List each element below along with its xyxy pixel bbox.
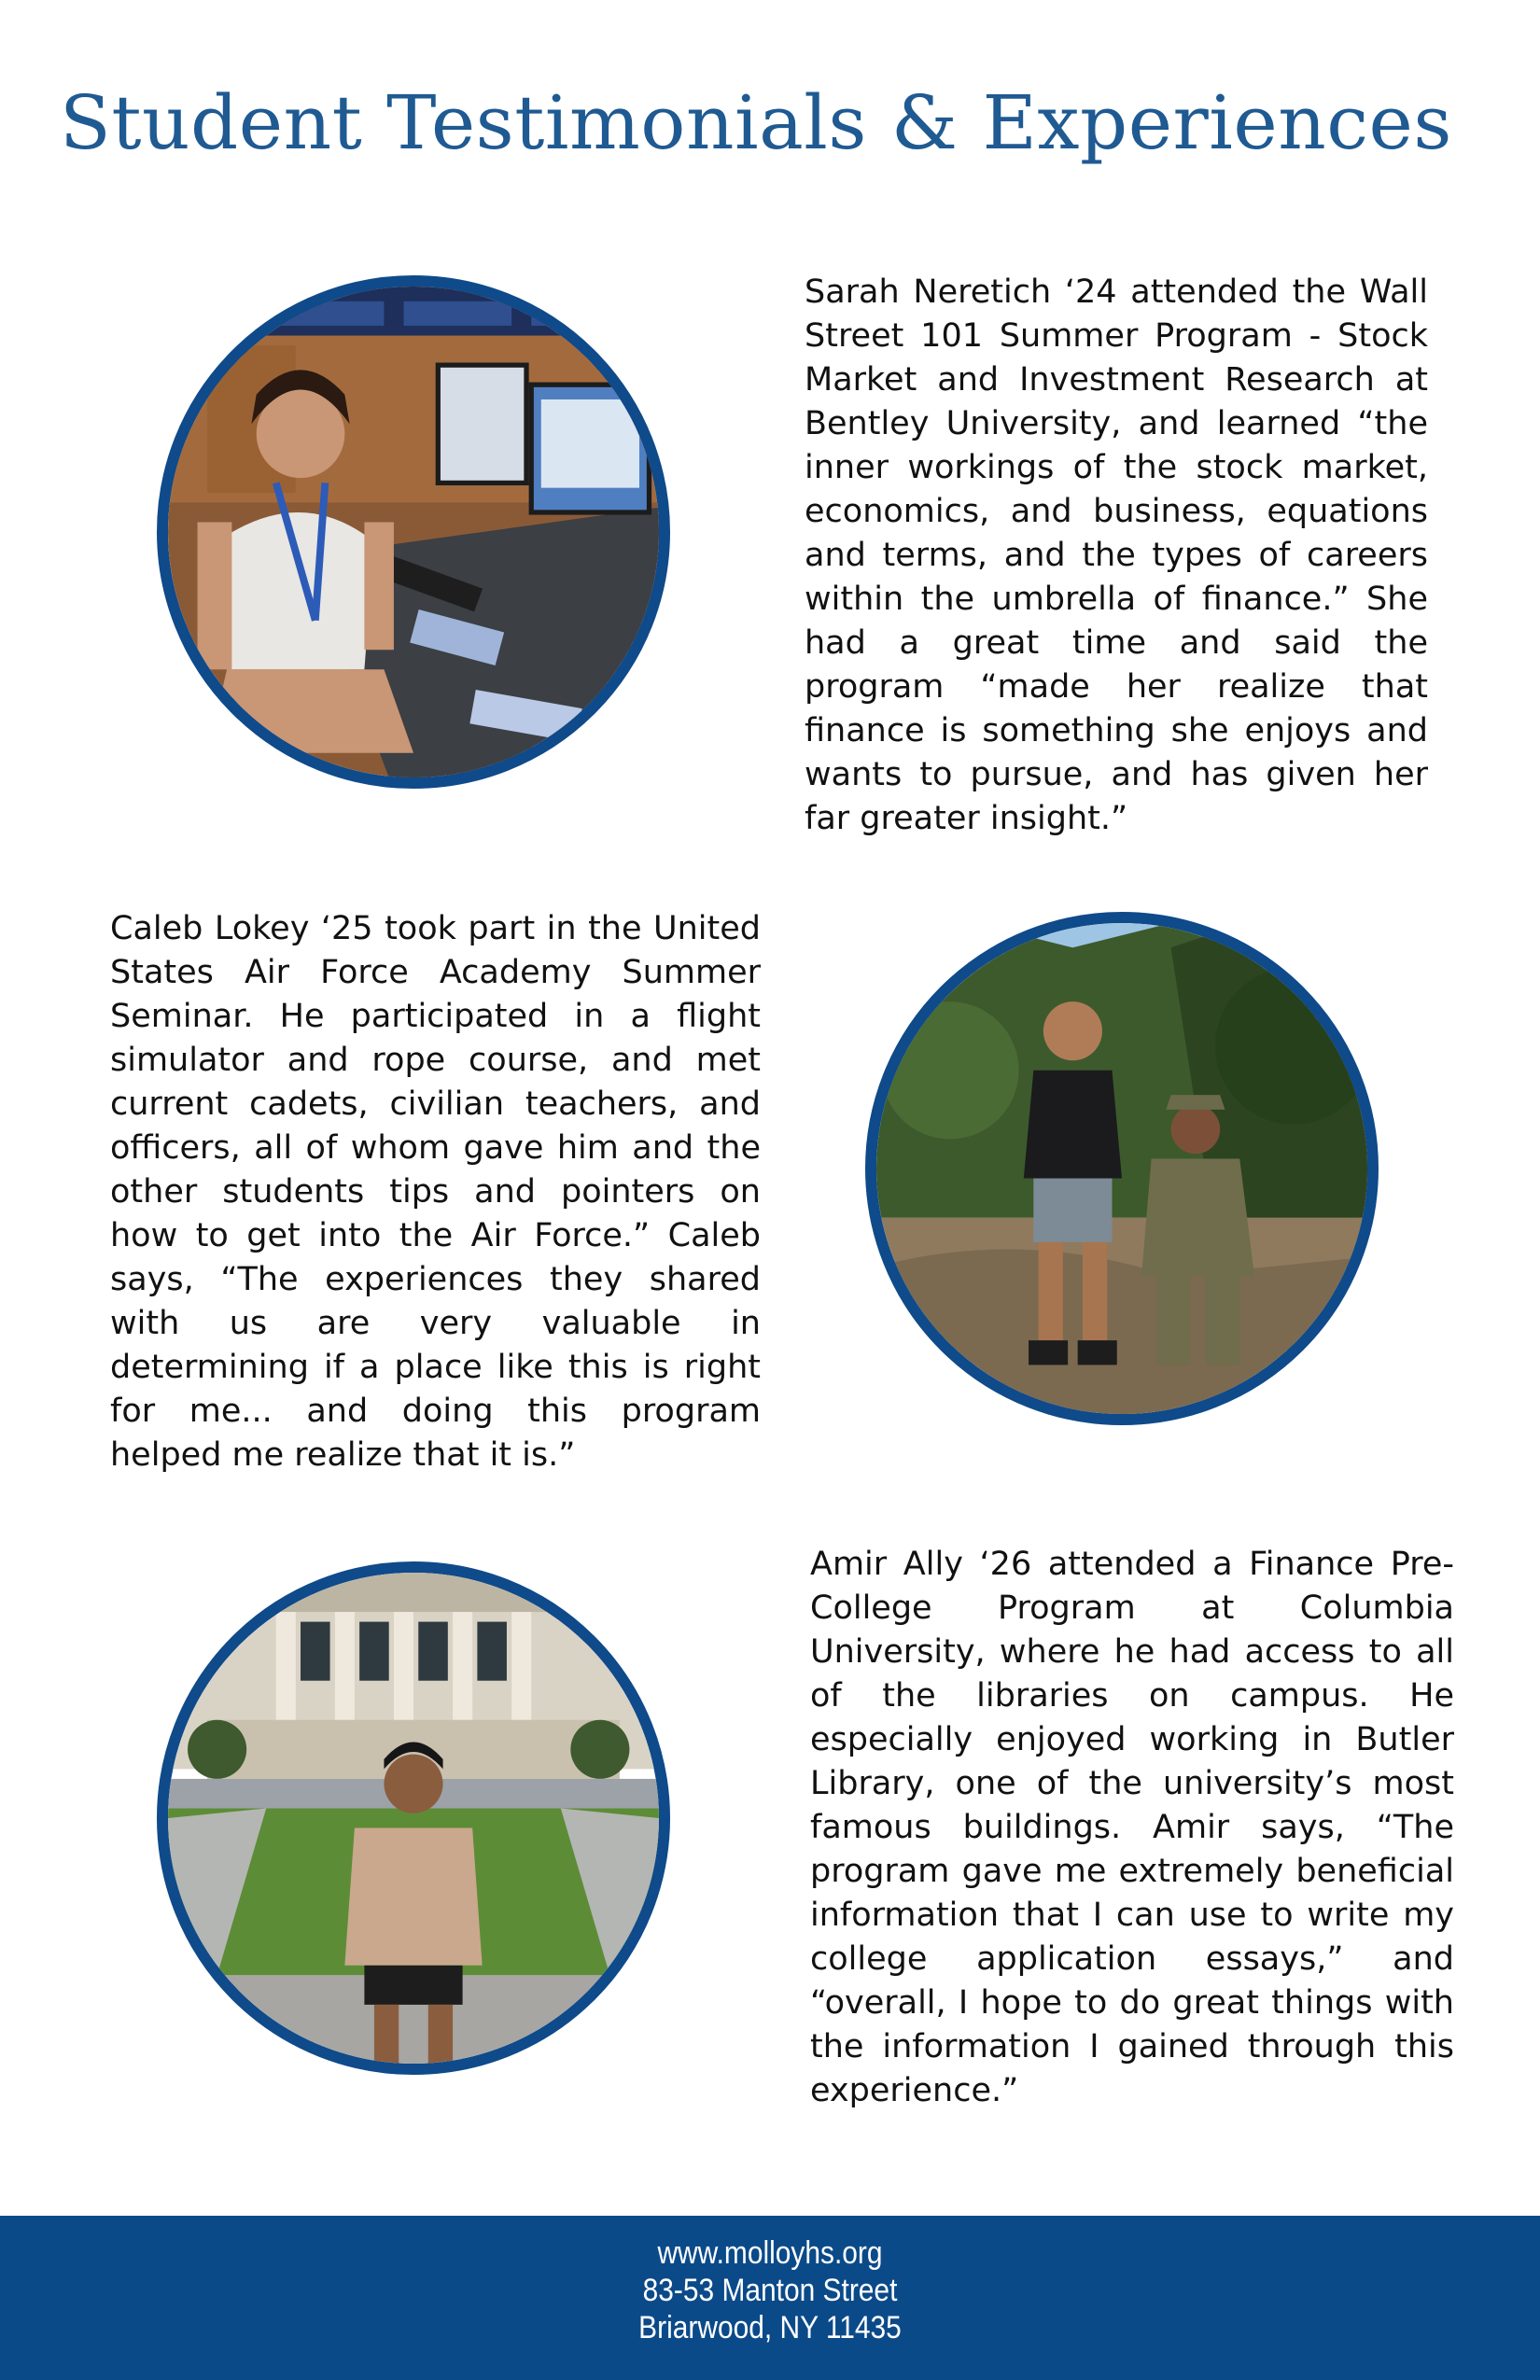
amir-ally-testimonial: Amir Ally ‘26 attended a Finance Pre-College Program at Columbia University, where he had access to all of the libraries on campus. He especially enjoyed working in Butler Library, one of the university’s most famous buildings. Amir says, “The program gave me extremely beneficial information that I can use to write my college application essays,” and “overall, I hope to do great things with the information I gained through this experience.” [810,1546,1454,2109]
street-address: 83-53 Manton Street [642,2273,898,2308]
website-link[interactable]: www.molloyhs.org [657,2235,883,2271]
sarah-neretich-testimonial: Sarah Neretich ‘24 attended the Wall Street 101 Summer Program - Stock Market and Investment Research at Bentley University, and learned “the inner workings of the stock market, economics, and business, equations and terms, and the types of careers within the umbrella of finance.” She had a great time and said the program “made her realize that finance is something she enjoys and wants to pursue, and has given her far greater insight.” [805,273,1428,837]
footer [0,2216,1540,2380]
city-address: Briarwood, NY 11435 [638,2310,902,2345]
caleb-lokey-testimonial: Caleb Lokey ‘25 took part in the United States Air Force Academy Summer Seminar. He participated in a flight simulator and rope course, and met current cadets, civilian teachers, and officers, all of whom gave him and the other students tips and pointers on how to get into the Air Force.” Caleb says, “The experiences they shared with us are very valuable in determining if a place like this is right for me... and doing this program helped me realize that it is.” [110,910,761,1474]
page-title: Student Testimonials & Experiences [60,79,1452,166]
student-at-trading-desk-photo [157,275,670,789]
student-at-campus-library-photo [157,1561,670,2075]
student-with-cadet-outdoors-photo [865,912,1379,1425]
